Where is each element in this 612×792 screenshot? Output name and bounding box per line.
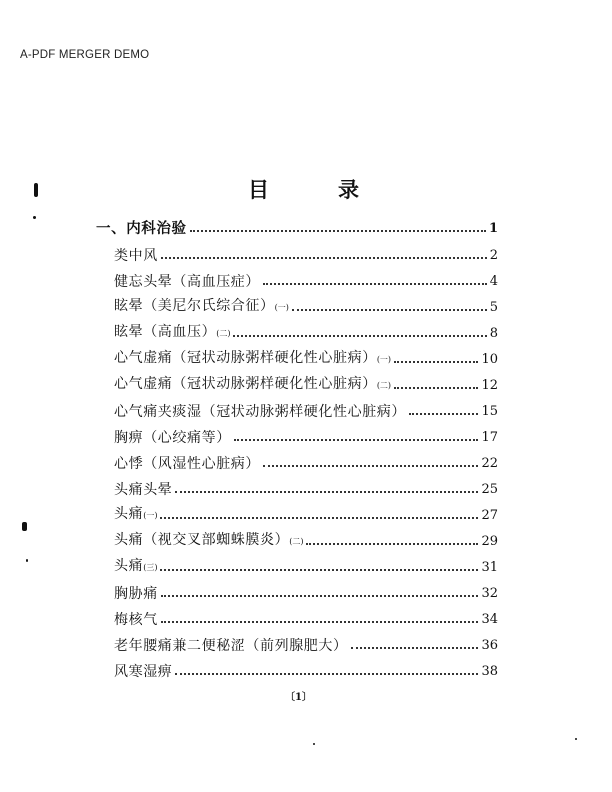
- toc-entry-marker: (二): [289, 537, 304, 546]
- toc-entry[interactable]: [114, 555, 498, 577]
- toc-entry-label: 心气痛夹痰湿（冠状动脉粥样硬化性心脏病）: [114, 404, 406, 420]
- dot-leader: [351, 647, 479, 649]
- toc-page-number: 10: [481, 352, 498, 367]
- dot-leader: [409, 413, 478, 415]
- toc-entry-label: 眩晕（高血压）(二): [114, 324, 231, 340]
- dot-leader: [394, 387, 478, 389]
- toc-entry[interactable]: [114, 477, 498, 499]
- toc-entry-marker: (一): [376, 355, 392, 364]
- toc-page-number: 22: [481, 456, 498, 471]
- title-char-2: 录: [338, 178, 359, 202]
- dot-leader: [292, 309, 487, 311]
- toc-page-number: 17: [481, 430, 498, 445]
- toc-entry-marker: (二): [376, 381, 392, 390]
- toc-entry-label: 头痛（视交叉部蜘蛛膜炎）(二): [114, 532, 304, 548]
- dot-leader: [233, 335, 486, 337]
- title-char-1: 目: [248, 178, 269, 202]
- toc-entry-label: 头痛(三): [114, 558, 158, 574]
- dot-leader: [160, 569, 478, 571]
- scan-speck: [34, 183, 38, 197]
- toc-entry[interactable]: [114, 529, 498, 551]
- toc-page-number: 15: [481, 404, 498, 419]
- dot-leader: [394, 361, 478, 363]
- toc-page-number: 29: [481, 534, 498, 549]
- toc-entry[interactable]: [114, 451, 498, 473]
- toc-entry[interactable]: [114, 243, 498, 265]
- toc-entry[interactable]: [114, 425, 498, 447]
- toc-page-number: 1: [488, 221, 498, 236]
- toc-entry-label: 健忘头晕（高血压症）: [114, 274, 260, 290]
- scan-speck: [26, 559, 28, 562]
- toc-page-number: 34: [481, 612, 498, 627]
- toc-entry[interactable]: [114, 269, 498, 291]
- toc-entry-label: 心悸（风湿性心脏病）: [114, 456, 260, 472]
- toc-page-number: 38: [481, 664, 498, 679]
- toc-entry[interactable]: [114, 321, 498, 343]
- toc-entry-marker: (一): [143, 511, 158, 520]
- toc-entry-label: 老年腰痛兼二便秘涩（前列腺肥大）: [114, 638, 348, 654]
- dot-leader: [160, 517, 478, 519]
- toc-page-number: 27: [481, 508, 498, 523]
- toc-entry[interactable]: [114, 399, 498, 421]
- toc-section-label: 一、内科治验: [96, 221, 187, 237]
- toc-entry-label: 心气虚痛（冠状动脉粥样硬化性心脏病）(二): [114, 376, 392, 392]
- dot-leader: [161, 257, 487, 259]
- dot-leader: [263, 465, 478, 467]
- toc-entry-marker: (一): [274, 303, 289, 312]
- toc-page-number: 32: [481, 586, 498, 601]
- toc-page-number: 4: [489, 274, 498, 289]
- toc-entry-label: 心气虚痛（冠状动脉粥样硬化性心脏病）(一): [114, 350, 392, 366]
- toc-entry[interactable]: [114, 295, 498, 317]
- toc-entry[interactable]: [114, 581, 498, 603]
- toc-entry-label: 类中风: [114, 248, 158, 264]
- dot-leader: [175, 491, 478, 493]
- toc-entry-marker: (二): [216, 329, 231, 338]
- toc-entry-label: 风寒湿痹: [114, 664, 173, 680]
- dot-leader: [161, 621, 479, 623]
- toc-page-number: 8: [489, 326, 498, 341]
- toc-entry-label: 眩晕（美尼尔氏综合征）(一): [114, 298, 289, 314]
- scan-speck: [33, 216, 36, 219]
- page-footer-number: 〔1〕: [285, 692, 312, 703]
- dot-leader: [175, 673, 478, 675]
- dot-leader: [306, 543, 478, 545]
- watermark-text: A-PDF MERGER DEMO: [20, 49, 150, 61]
- toc-page-number: 31: [481, 560, 498, 575]
- dot-leader: [263, 283, 487, 285]
- toc-entry[interactable]: [114, 633, 498, 655]
- toc-page-number: 2: [489, 248, 498, 263]
- dot-leader: [234, 439, 479, 441]
- toc-entry-label: 头痛头晕: [114, 482, 173, 498]
- dot-leader: [161, 595, 479, 597]
- toc-entry-label: 头痛(一): [114, 506, 158, 522]
- toc-entry[interactable]: [114, 659, 498, 681]
- toc-page-number: 12: [481, 378, 498, 393]
- toc-entry-marker: (三): [143, 563, 158, 572]
- toc-entry[interactable]: [114, 503, 498, 525]
- toc-entry-label: 胸胁痛: [114, 586, 158, 602]
- toc-entry-label: 梅核气: [114, 612, 158, 628]
- toc-entry[interactable]: [114, 607, 498, 629]
- toc-entry[interactable]: [114, 373, 498, 395]
- toc-page-number: 36: [481, 638, 498, 653]
- dot-leader: [190, 230, 486, 232]
- toc-entry[interactable]: [114, 347, 498, 369]
- toc-entry-label: 胸痹（心绞痛等）: [114, 430, 231, 446]
- scan-speck: [313, 743, 315, 745]
- scan-speck: [575, 738, 577, 740]
- toc-page-number: 5: [489, 300, 498, 315]
- toc-section-internal-medicine[interactable]: [96, 216, 498, 238]
- toc-page-number: 25: [481, 482, 498, 497]
- scan-speck: [22, 522, 27, 531]
